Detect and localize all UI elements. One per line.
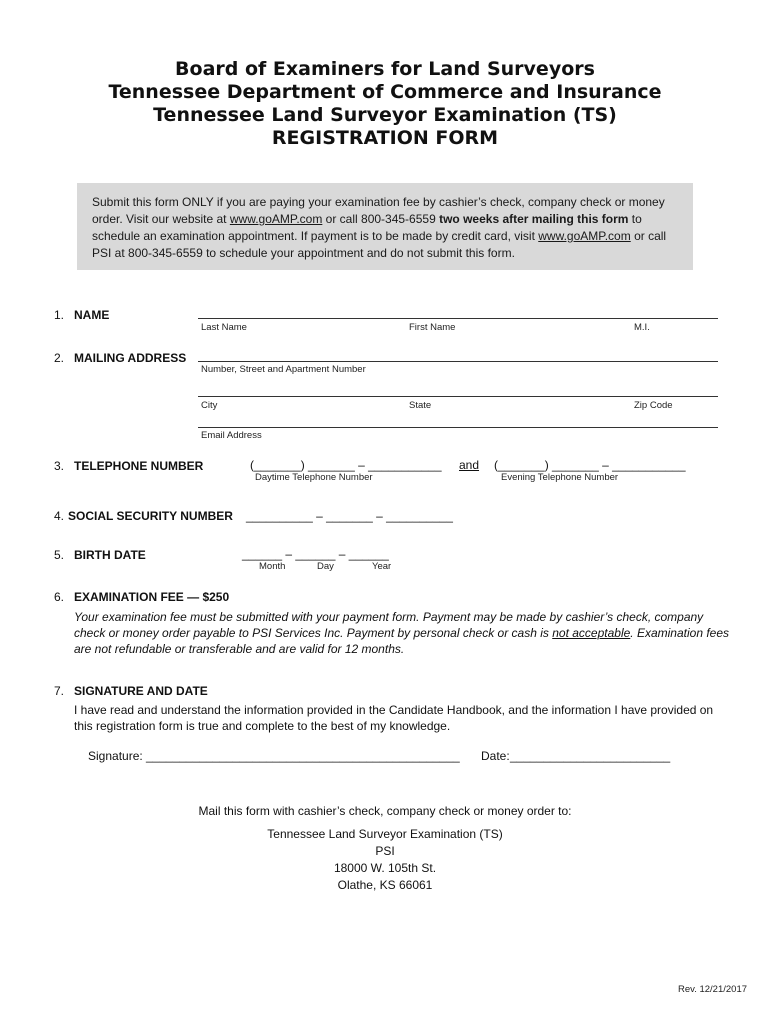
state-caption: State	[409, 400, 432, 411]
signature-number: 7.	[54, 684, 65, 698]
fee-text-1: Your examination fee must be submitted with your payment form. Payment may be made by cashier’s check, company check or money order payable to PSI Services Inc. Payment by personal check or cash is	[74, 610, 704, 640]
signature-caption: Signature:	[88, 749, 143, 763]
notice-text-3: to schedule an examination appointment. If payment is to be made by credit card, visit	[92, 212, 642, 243]
phone-and-text: and	[459, 458, 480, 472]
revision-date: Rev. 12/21/2017	[678, 984, 748, 995]
website-link-1[interactable]: www.goAMP.com	[229, 212, 323, 226]
address-label: MAILING ADDRESS	[74, 351, 187, 365]
signature-field[interactable]: _______________________________________________	[146, 749, 460, 763]
notice-text-4: or call PSI at 800-345-6559 to schedule your appointment and do not submit this form.	[92, 229, 667, 260]
city-state-zip-input-line[interactable]	[198, 396, 718, 397]
mail-street: 18000 W. 105th St.	[333, 861, 437, 875]
notice-text-1: Submit this form ONLY if you are paying your examination fee by cashier’s check, company check or money order. Visit our website at	[92, 195, 665, 226]
name-number: 1.	[54, 308, 65, 322]
fee-description	[74, 609, 734, 657]
email-input-line[interactable]	[198, 427, 718, 428]
city-caption: City	[201, 400, 218, 411]
street-input-line[interactable]	[198, 361, 718, 362]
signature-label: SIGNATURE AND DATE	[74, 684, 208, 698]
board-title: Board of Examiners for Land Surveyors	[175, 58, 595, 80]
zip-caption: Zip Code	[634, 400, 673, 411]
form-title: REGISTRATION FORM	[271, 127, 499, 149]
address-number: 2.	[54, 351, 65, 365]
ssn-number: 4.	[54, 509, 65, 523]
birth-year-caption: Year	[372, 561, 392, 572]
name-input-line[interactable]	[198, 318, 718, 319]
notice-bold-text: two weeks after mailing this form	[439, 212, 629, 226]
daytime-phone-caption: Daytime Telephone Number	[255, 472, 373, 483]
email-caption: Email Address	[201, 430, 262, 441]
birth-date-field[interactable]: ______ – ______ – ______	[242, 547, 389, 561]
phone-number: 3.	[54, 459, 65, 473]
birth-day-caption: Day	[317, 561, 334, 572]
ssn-label: SOCIAL SECURITY NUMBER	[68, 509, 233, 523]
fee-label: EXAMINATION FEE — $250	[74, 590, 230, 604]
street-caption: Number, Street and Apartment Number	[201, 364, 366, 375]
name-label: NAME	[74, 308, 110, 322]
middle-initial-caption: M.I.	[634, 322, 650, 333]
birth-month-caption: Month	[259, 561, 286, 572]
notice-text-2: or call 800-345-6559	[322, 212, 440, 226]
evening-phone-caption: Evening Telephone Number	[501, 472, 619, 483]
fee-text-2: . Examination fees are not refundable or transferable and are valid for 12 months.	[74, 626, 730, 656]
daytime-phone-field[interactable]: (_______) _______ – ___________	[250, 458, 442, 472]
website-link-2[interactable]: www.goAMP.com	[538, 229, 631, 243]
fee-number: 6.	[54, 590, 65, 604]
certification-text: I have read and understand the information provided in the Candidate Handbook, and the information I have provided on this registration form is true and complete to the best of my knowledge.	[74, 703, 714, 733]
mailing-address-block	[0, 826, 770, 894]
date-caption: Date:	[481, 749, 510, 763]
mail-recipient: Tennessee Land Surveyor Examination (TS)	[267, 827, 503, 841]
form-header	[0, 58, 770, 150]
birth-label: BIRTH DATE	[74, 548, 146, 562]
exam-title: Tennessee Land Surveyor Examination (TS)	[153, 104, 617, 126]
ssn-field[interactable]: __________ – _______ – __________	[246, 509, 453, 523]
notice-box	[77, 183, 693, 270]
evening-phone-field[interactable]: (_______) _______ – ___________	[494, 458, 686, 472]
first-name-caption: First Name	[409, 322, 456, 333]
date-field[interactable]: ________________________	[510, 749, 671, 763]
department-title: Tennessee Department of Commerce and Insurance	[108, 81, 662, 103]
birth-number: 5.	[54, 548, 65, 562]
mail-city: Olathe, KS 66061	[337, 878, 433, 892]
mail-instructions: Mail this form with cashier’s check, company check or money order to:	[198, 804, 572, 818]
fee-not-acceptable: not acceptable	[552, 626, 631, 640]
phone-label: TELEPHONE NUMBER	[74, 459, 204, 473]
mail-company: PSI	[375, 844, 395, 858]
last-name-caption: Last Name	[201, 322, 247, 333]
